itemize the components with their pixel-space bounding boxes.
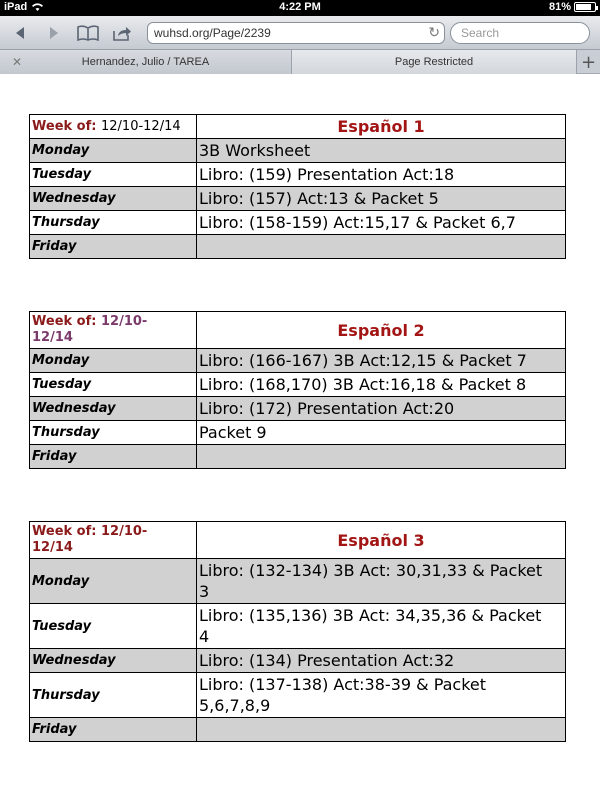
week-label: Week of: (32, 118, 97, 134)
day-label: Tuesday (30, 163, 197, 187)
table-row (30, 421, 566, 445)
day-label: Tuesday (30, 373, 197, 397)
url-text: wuhsd.org/Page/2239 (154, 26, 271, 40)
week-dates: 12/14 (32, 540, 73, 555)
task-line: 3 (199, 582, 210, 601)
table-row (30, 235, 566, 259)
day-label: Wednesday (30, 649, 197, 673)
table-header-row (30, 115, 566, 139)
task-line: 5,6,7,8,9 (199, 696, 271, 715)
task-cell (197, 235, 566, 259)
table-row (30, 673, 566, 718)
schedule-table-espanol-3 (29, 521, 566, 742)
day-label: Thursday (30, 673, 197, 718)
table-row (30, 187, 566, 211)
week-dates: 12/10-12/14 (101, 118, 181, 134)
schedule-table-espanol-2 (29, 311, 566, 469)
week-dates: 12/10- (101, 314, 148, 329)
table-row (30, 649, 566, 673)
tab-page-restricted[interactable] (292, 50, 576, 74)
week-of-cell (30, 115, 197, 139)
share-icon[interactable] (108, 22, 136, 44)
table-row (30, 397, 566, 421)
table-row (30, 559, 566, 604)
task-cell (197, 445, 566, 469)
week-label: Week of: (32, 314, 97, 329)
task-cell: Libro: (168,170) 3B Act:16,18 & Packet 8 (197, 373, 566, 397)
task-cell: Libro: (158-159) Act:15,17 & Packet 6,7 (197, 211, 566, 235)
table-row (30, 373, 566, 397)
task-cell: Libro: (172) Presentation Act:20 (197, 397, 566, 421)
day-label: Thursday (30, 211, 197, 235)
tab-tarea[interactable] (0, 50, 292, 74)
week-of-cell (30, 522, 197, 559)
table-row (30, 349, 566, 373)
task-line: 4 (199, 627, 210, 646)
table-header-row (30, 522, 566, 559)
schedule-table-espanol-1 (29, 114, 566, 259)
week-dates: 12/14 (32, 330, 73, 345)
task-line: Libro: (137-138) Act:38-39 & Packet (199, 675, 487, 694)
day-label: Friday (30, 718, 197, 742)
class-title: Español 1 (197, 115, 566, 139)
table-row (30, 718, 566, 742)
table-row (30, 604, 566, 649)
task-cell: Libro: (134) Presentation Act:32 (197, 649, 566, 673)
task-cell: Libro: (157) Act:13 & Packet 5 (197, 187, 566, 211)
task-cell: Packet 9 (197, 421, 566, 445)
tab-bar (0, 50, 600, 74)
close-icon[interactable]: ✕ (12, 55, 23, 69)
clock: 4:22 PM (279, 1, 321, 13)
task-cell: Libro: (166-167) 3B Act:12,15 & Packet 7 (197, 349, 566, 373)
reload-icon[interactable]: ↻ (428, 24, 440, 40)
table-row (30, 163, 566, 187)
battery-icon (574, 2, 596, 12)
search-placeholder: Search (461, 26, 500, 40)
day-label: Wednesday (30, 397, 197, 421)
status-bar (0, 0, 600, 16)
device-name: iPad (4, 1, 28, 13)
browser-toolbar (0, 16, 600, 50)
book-icon[interactable] (74, 22, 102, 44)
forward-arrow-icon[interactable] (40, 22, 68, 44)
add-tab-icon[interactable]: + (576, 50, 600, 74)
class-title: Español 2 (197, 312, 566, 349)
day-label: Wednesday (30, 187, 197, 211)
day-label: Monday (30, 349, 197, 373)
task-line: Libro: (135,136) 3B Act: 34,35,36 & Packet (199, 606, 542, 625)
table-row (30, 211, 566, 235)
day-label: Monday (30, 559, 197, 604)
url-field[interactable] (147, 22, 445, 44)
task-cell: 3B Worksheet (197, 139, 566, 163)
task-cell (197, 559, 566, 604)
battery-fill (576, 4, 591, 10)
day-label: Thursday (30, 421, 197, 445)
task-cell (197, 604, 566, 649)
task-cell (197, 718, 566, 742)
search-input[interactable] (450, 22, 590, 44)
day-label: Tuesday (30, 604, 197, 649)
week-label: Week of: 12/10- (32, 524, 148, 539)
table-row (30, 445, 566, 469)
task-cell (197, 673, 566, 718)
tab-label: Hernandez, Julio / TAREA (81, 56, 210, 68)
day-label: Friday (30, 235, 197, 259)
class-title: Español 3 (197, 522, 566, 559)
tab-label: Page Restricted (394, 56, 474, 68)
task-cell: Libro: (159) Presentation Act:18 (197, 163, 566, 187)
table-row (30, 139, 566, 163)
battery-percent: 81% (548, 1, 571, 13)
week-of-cell (30, 312, 197, 349)
day-label: Monday (30, 139, 197, 163)
task-line: Libro: (132-134) 3B Act: 30,31,33 & Packet (199, 561, 543, 580)
day-label: Friday (30, 445, 197, 469)
back-arrow-icon[interactable] (6, 22, 34, 44)
table-header-row (30, 312, 566, 349)
